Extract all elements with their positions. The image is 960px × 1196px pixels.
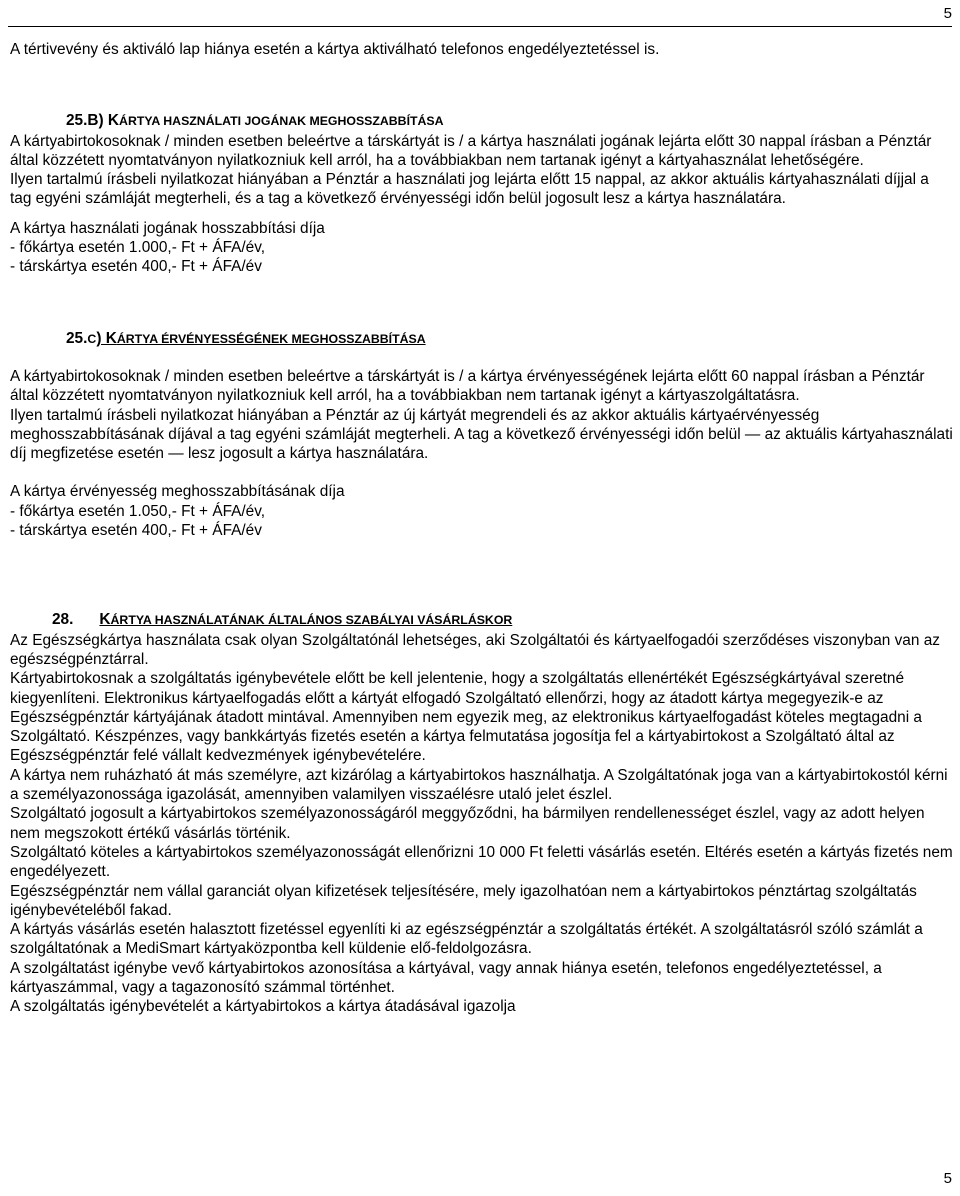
section-c-letter: C bbox=[87, 331, 97, 346]
section-b-fee-main: - főkártya esetén 1.000,- Ft + ÁFA/év, bbox=[10, 239, 266, 257]
section-28-number: 28. bbox=[52, 611, 74, 629]
document-body bbox=[10, 40, 954, 1017]
section-c-fee-title: A kártya érvényesség meghosszabbításának díja bbox=[10, 483, 345, 501]
section-28-paragraph-7: A kártyás vásárlás esetén halasztott fizetéssel egyenlíti ki az egészségpénztár a szolgáltatás értékét. A szolgáltatásról szóló számlát a szolgáltatónak a MediSmart kártyaközpontba kell küldenie elő-feldolgozásra. bbox=[10, 921, 923, 958]
section-28-paragraph-8: A szolgáltatást igénybe vevő kártyabirtokos azonosítása a kártyával, vagy annak hiánya esetén, telefonos engedélyeztetéssel, a kártyaszámmal, vagy a tagazonosító számmal történhet. bbox=[10, 959, 882, 996]
section-c-heading bbox=[10, 329, 954, 349]
section-b-fee-title: A kártya használati jogának hosszabbítási díja bbox=[10, 219, 325, 237]
intro-paragraph: A tértivevény és aktiváló lap hiánya esetén a kártya aktiválható telefonos engedélyeztetéssel is. bbox=[10, 41, 660, 58]
section-28-paragraph-6: Egészségpénztár nem vállal garanciát olyan kifizetések teljesítésére, mely igazolhatóan nem a kártyabirtokos pénztártag szolgáltatás igénybevételéből fakad. bbox=[10, 882, 917, 919]
section-28-paragraph-1: Az Egészségkártya használata csak olyan Szolgáltatónál lehetséges, aki Szolgáltatói és kártyaelfogadói szerződéses viszonyban van az egészségpénztárral. bbox=[10, 631, 940, 668]
section-c-paragraph-2: Ilyen tartalmú írásbeli nyilatkozat hiányában a Pénztár az új kártyát megrendeli és az akkor aktuális kártyaérvényesség meghosszabbításának díjával a tag egyéni számláját megterheli. A tag a következő érvényességi időn belül — az aktuális kártyahasználati díj megfizetése esetén — lesz jogosult a kártya használatára. bbox=[10, 406, 953, 463]
section-28-heading bbox=[10, 610, 954, 630]
section-28-heading-letter: K bbox=[99, 611, 111, 629]
section-28-paragraph-3: A kártya nem ruházható át más személyre, azt kizárólag a kártyabirtokos használhatja. A Szolgáltatónak joga van a kártyabirtokostól kérni a személyazonossága igazolását, amennyiben valamilyen visszaélésre utaló jelet észlel. bbox=[10, 766, 948, 804]
section-b-heading-text: ÁRTYA HASZNÁLATI JOGÁNAK MEGHOSSZABBÍTÁSA bbox=[119, 114, 444, 129]
section-b-paragraph-2: Ilyen tartalmú írásbeli nyilatkozat hiányában a Pénztár a használati jog lejárta előtt 15 nappal, az akkor aktuális kártyahasználati díjjal a tag egyéni számláját megterheli, és a tag a következő érvényességi időn belül jogosult lesz a kártya használatára. bbox=[10, 171, 929, 208]
section-28-paragraph-2: Kártyabirtokosnak a szolgáltatás igénybevétele előtt be kell jelentenie, hogy a szolgáltatás ellenértékét Egészségkártyával szeretné kiegyenlíteni. Elektronikus kártyaelfogadás előtt a kártyát elfogadó Szolgáltató ellenőrzi, hogy az átadott kártya megegyezik-e az Egészségpénztár kártyájának átadott mintával. Amennyiben nem egyezik meg, az elektronikus kártyaelfogadást köteles megtagadni a Szolgáltató. Készpénzes, vagy bankkártyás fizetés esetén a kártya felmutatása jogosítja fel a kártyabirtokost a Szolgáltató által az Egészségpénztár felé vállalt kedvezmények igénybevételére. bbox=[10, 670, 922, 765]
section-28-paragraph-4: Szolgáltató jogosult a kártyabirtokos személyazonosságáról meggyőződni, ha bármilyen rendellenességet észlel, vagy az adott helyen nem megszokott értékű vásárlás történik. bbox=[10, 805, 925, 842]
section-b-paragraph-1: A kártyabirtokosoknak / minden esetben beleértve a társkártyát is / a kártya használati jogának lejárta előtt 30 nappal írásban a Pénztár által közzétett nyomtatványon nyilatkozniuk kell arról, ha a továbbiakban nem tartanak igényt a kártyahasználat lehetőségére. bbox=[10, 132, 932, 169]
section-b-number: 25. bbox=[66, 112, 88, 130]
page-number-top: 5 bbox=[943, 5, 952, 22]
section-c-heading-mid: ) K bbox=[96, 329, 117, 347]
section-b-heading-prefix: B) K bbox=[87, 112, 120, 130]
section-28-paragraph-9: A szolgáltatás igénybevételét a kártyabirtokos a kártya átadásával igazolja bbox=[10, 998, 516, 1016]
header-rule bbox=[8, 26, 952, 27]
page-number-bottom: 5 bbox=[943, 1170, 952, 1187]
section-c-fee-main: - főkártya esetén 1.050,- Ft + ÁFA/év, bbox=[10, 502, 266, 520]
section-c-number: 25. bbox=[66, 329, 88, 347]
section-b-heading bbox=[10, 111, 954, 131]
section-28-paragraph-5: Szolgáltató köteles a kártyabirtokos személyazonosságát ellenőrizni 10 000 Ft feletti vásárlás esetén. Eltérés esetén a kártyás fizetés nem engedélyezett. bbox=[10, 843, 953, 881]
section-c-heading-text: ÁRTYA ÉRVÉNYESSÉGÉNEK MEGHOSSZABBÍTÁSA bbox=[116, 331, 426, 346]
section-b-fee-companion: - társkártya esetén 400,- Ft + ÁFA/év bbox=[10, 258, 262, 276]
section-c-fee-companion: - társkártya esetén 400,- Ft + ÁFA/év bbox=[10, 522, 262, 540]
section-28-heading-text: ÁRTYA HASZNÁLATÁNAK ÁLTALÁNOS SZABÁLYAI VÁSÁRLÁSKOR bbox=[110, 613, 513, 628]
section-c-paragraph-1: A kártyabirtokosoknak / minden esetben beleértve a társkártyát is / a kártya érvényességének lejárta előtt 60 nappal írásban a Pénztár által közzétett nyomtatványon nyilatkozniuk kell arról, ha a továbbiakban nem tartanak igényt a kártyaszolgáltatásra. bbox=[10, 367, 925, 405]
